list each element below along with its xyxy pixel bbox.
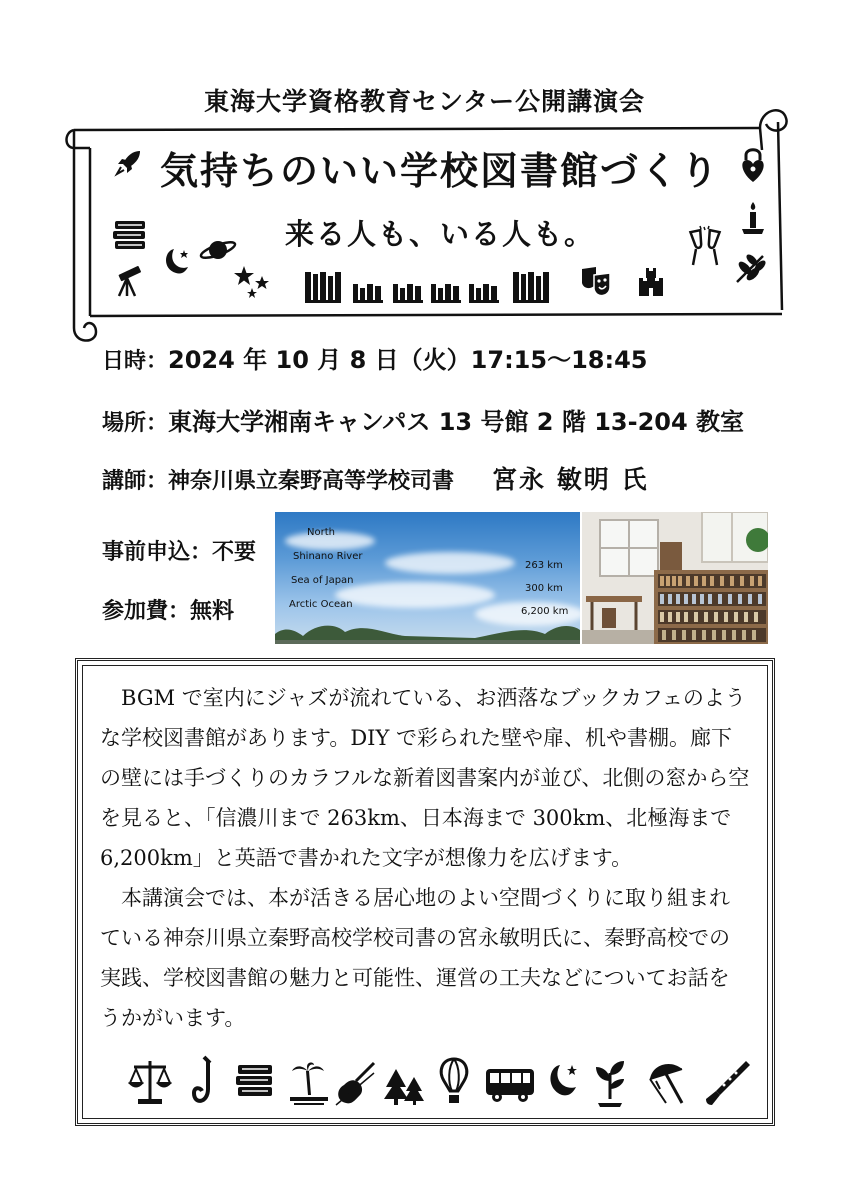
palm-island-icon [290,1063,328,1105]
sky-label-distance: 300 km [525,583,563,594]
registration-note: 事前申込：不要 [102,540,257,565]
heart-lock-icon [738,146,768,184]
event-subtitle: 来る人も、いる人も。 [284,217,595,251]
sky-label-place: Shinano River [293,551,363,562]
sky-label-distance: 263 km [525,560,563,571]
stars-icon [234,264,272,298]
clarinet-icon [706,1061,750,1105]
sky-label-north: North [307,527,335,538]
sky-label-distance: 6,200 km [521,606,569,617]
bus-icon [486,1069,534,1102]
bottom-icon-row [128,1055,758,1111]
lecturer-label: 講師： [102,469,169,494]
violin-icon [336,1063,374,1105]
sprout-icon [596,1061,624,1107]
sky-window-photo [275,512,580,644]
bookshelf-icon [305,270,550,304]
fee-note: 参加費：無料 [102,599,235,624]
champagne-glasses-icon [688,225,722,269]
description-paragraph: 本講演会では、本が活きる居心地のよい空間づくりに取り組まれている神奈川県立秦野高校学校司書の宮永敏明氏に、秦野高校での実践、学校図書館の魅力と可能性、運営の工夫などについてお話をうかがいます。 [100,886,730,1030]
rocket-icon [114,147,144,177]
leaf-branch-icon [733,250,769,286]
moon-stars-icon [158,245,192,277]
lecturer-name: 宮永 敏明 氏 [492,465,649,494]
library-interior-photo [582,512,768,644]
lecturer-affiliation: 神奈川県立秦野高等学校司書 [168,469,455,494]
beach-umbrella-icon [650,1064,682,1103]
books-stack-icon [112,218,148,252]
planet-icon [198,236,238,264]
scales-icon [129,1061,171,1104]
datetime-label: 日時： [102,349,169,374]
datetime-value: 2024 年 10 月 8 日（火）17:15～18:45 [168,346,648,374]
place-label: 場所： [102,411,169,436]
candle-icon [738,200,768,236]
sky-label-place: Arctic Ocean [289,599,353,610]
theater-masks-icon [580,265,612,299]
description-text [100,678,750,1038]
sky-label-place: Sea of Japan [291,575,354,586]
books-icon [236,1065,272,1096]
hot-air-balloon-icon [441,1059,467,1103]
forest-icon [384,1069,424,1105]
place-value: 東海大学湘南キャンパス 13 号館 2 階 13-204 教室 [168,408,745,436]
description-paragraph: BGM で室内にジャズが流れている、お洒落なブックカフェのような学校図書館があります。DIY で彩られた壁や扉、机や書棚。廊下の壁には手づくりのカラフルな新着図書案内が並び、北側の窓から空を見ると、「信濃川まで 263km、日本海まで 300km、北極海まで 6,200km」と英語で書かれた文字が想像力を広げます。 [100,686,750,870]
saxophone-icon [194,1057,210,1101]
telescope-icon [113,264,143,298]
moon-stars-icon [551,1065,578,1095]
event-title: 気持ちのいい学校図書館づくり [159,149,720,193]
organizer-title: 東海大学資格教育センター公開講演会 [203,87,645,116]
trees-silhouette [275,612,580,644]
castle-icon [635,262,667,298]
